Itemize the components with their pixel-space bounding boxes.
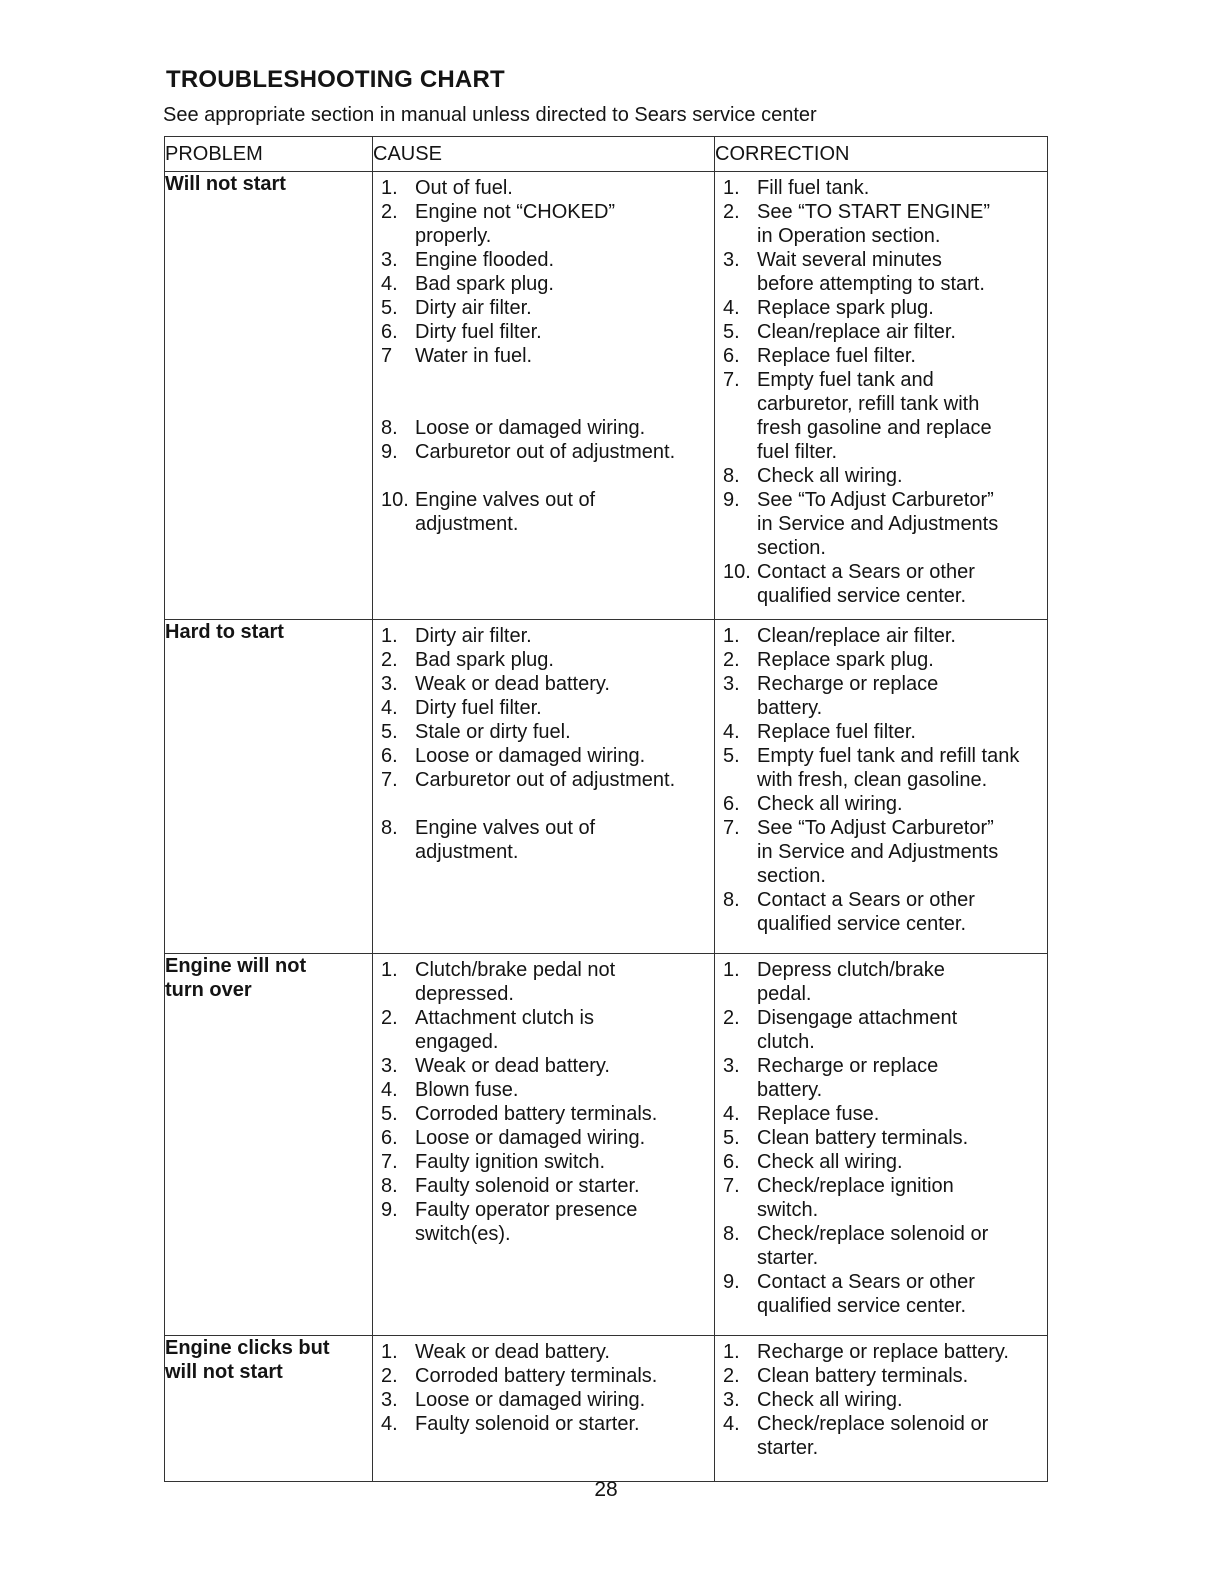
item-number: 6. [723,1151,740,1173]
item-text: Loose or damaged wiring. [415,1127,646,1149]
list-item [373,176,714,200]
item-text: Contact a Sears or other qualified service center. [757,1271,975,1317]
list-item [715,248,1047,296]
list-item [715,1270,1047,1318]
table-row [165,954,1048,1336]
list-item [373,344,714,416]
item-number: 5. [723,321,740,343]
item-text: Depress clutch/brake pedal. [757,959,945,1005]
item-text: Contact a Sears or other qualified service center. [757,561,975,607]
item-number: 3. [381,249,398,271]
item-text: Loose or damaged wiring. [415,745,646,767]
list-item [715,1340,1047,1364]
item-number: 2. [723,201,740,223]
item-text: Out of fuel. [415,177,513,199]
list-item [373,720,714,744]
item-text: Engine flooded. [415,249,555,271]
list-item [373,320,714,344]
item-text: Disengage attachment clutch. [757,1007,958,1053]
list-item [373,1054,714,1078]
item-text: Weak or dead battery. [415,1055,610,1077]
list-item [373,1388,714,1412]
item-number: 3. [381,673,398,695]
item-text: Dirty air filter. [415,625,532,647]
item-number: 6. [723,345,740,367]
list-item [373,1174,714,1198]
problem-label: Hard to start [165,621,284,643]
item-text: Corroded battery terminals. [415,1103,658,1125]
item-number: 9. [723,489,740,511]
item-number: 7. [723,1175,740,1197]
item-text: Weak or dead battery. [415,1341,610,1363]
item-number: 4. [723,721,740,743]
cause-list [373,954,714,1252]
problem-cell [165,620,373,954]
cause-cell [373,1336,715,1482]
item-number: 9. [723,1271,740,1293]
item-text: See “To Adjust Carburetor” in Service and Adjustments section. [757,489,999,559]
item-text: Faulty solenoid or starter. [415,1175,640,1197]
list-item [373,624,714,648]
page-title: TROUBLESHOOTING CHART [166,66,505,93]
list-item [715,958,1047,1006]
item-text: Carburetor out of adjustment. [415,769,676,791]
item-number: 8. [381,817,398,839]
item-text: Faulty ignition switch. [415,1151,606,1173]
item-text: See “TO START ENGINE” in Operation section. [757,201,991,247]
item-text: Check all wiring. [757,793,903,815]
list-item [715,1174,1047,1222]
item-text: Engine valves out of adjustment. [415,489,596,535]
item-number: 6. [381,745,398,767]
list-item [373,768,714,816]
item-number: 1. [723,959,740,981]
item-number: 5. [381,721,398,743]
list-item [715,200,1047,248]
list-item [373,296,714,320]
item-text: Bad spark plug. [415,273,554,295]
list-item [715,560,1047,608]
item-number: 5. [381,297,398,319]
item-number: 8. [723,889,740,911]
item-number: 1. [381,625,398,647]
list-item [715,1006,1047,1054]
item-text: Blown fuse. [415,1079,519,1101]
list-item [715,624,1047,648]
list-item [373,1412,714,1436]
item-text: Bad spark plug. [415,649,554,671]
correction-cell [715,620,1048,954]
item-number: 8. [381,417,398,439]
item-text: Loose or damaged wiring. [415,417,646,439]
item-text: Dirty fuel filter. [415,321,542,343]
header-cause: CAUSE [373,137,715,172]
item-text: Replace spark plug. [757,649,934,671]
list-item [715,488,1047,560]
list-item [373,1126,714,1150]
page-number: 28 [594,1478,618,1501]
item-text: Check all wiring. [757,1389,903,1411]
item-number: 4. [723,1413,740,1435]
item-number: 7. [723,817,740,839]
item-number: 3. [723,673,740,695]
list-item [373,1150,714,1174]
item-number: 4. [381,273,398,295]
item-number: 3. [723,1055,740,1077]
item-number: 7. [381,769,398,791]
list-item [715,744,1047,792]
item-text: Dirty air filter. [415,297,532,319]
item-text: Loose or damaged wiring. [415,1389,646,1411]
problem-cell [165,954,373,1336]
cause-list [373,172,714,542]
item-number: 9. [381,1199,398,1221]
item-number: 8. [723,1223,740,1245]
list-item [715,816,1047,888]
list-item [373,248,714,272]
correction-list [715,954,1047,1324]
item-text: Empty fuel tank and refill tank with fresh, clean gasoline. [757,745,1020,791]
item-text: Replace spark plug. [757,297,934,319]
item-text: Replace fuse. [757,1103,880,1125]
item-number: 7 [381,345,393,367]
item-text: Water in fuel. [415,345,533,367]
correction-cell [715,1336,1048,1482]
item-number: 3. [723,1389,740,1411]
troubleshooting-table [164,136,1048,1482]
header-correction: CORRECTION [715,137,1048,172]
problem-cell [165,1336,373,1482]
header-problem: PROBLEM [165,137,373,172]
item-number: 2. [381,1007,398,1029]
problem-label: Engine clicks but will not start [165,1337,330,1383]
cause-cell [373,620,715,954]
item-number: 6. [381,321,398,343]
list-item [715,464,1047,488]
list-item [373,1364,714,1388]
list-item [373,672,714,696]
item-text: Check/replace solenoid or starter. [757,1413,989,1459]
item-number: 1. [723,625,740,647]
list-item [373,696,714,720]
item-text: See “To Adjust Carburetor” in Service and Adjustments section. [757,817,999,887]
list-item [715,296,1047,320]
list-item [715,1222,1047,1270]
item-text: Clean/replace air filter. [757,321,956,343]
list-item [373,440,714,488]
list-item [715,1388,1047,1412]
item-number: 8. [381,1175,398,1197]
page-subtitle: See appropriate section in manual unless directed to Sears service center [163,104,817,126]
item-text: Recharge or replace battery. [757,1055,939,1101]
item-text: Clean battery terminals. [757,1127,969,1149]
item-text: Check all wiring. [757,465,903,487]
item-number: 3. [723,249,740,271]
list-item [715,320,1047,344]
list-item [373,200,714,248]
item-number: 4. [381,1079,398,1101]
item-number: 5. [381,1103,398,1125]
item-text: Clutch/brake pedal not depressed. [415,959,616,1005]
item-text: Clean/replace air filter. [757,625,956,647]
item-text: Contact a Sears or other qualified service center. [757,889,975,935]
item-text: Wait several minutes before attempting to start. [757,249,985,295]
table-body [165,172,1048,1482]
list-item [715,1054,1047,1102]
item-number: 7. [381,1151,398,1173]
item-text: Weak or dead battery. [415,673,610,695]
item-number: 4. [723,1103,740,1125]
item-number: 10. [381,489,409,511]
item-number: 9. [381,441,398,463]
list-item [715,1150,1047,1174]
item-number: 2. [381,649,398,671]
item-number: 6. [723,793,740,815]
table-row [165,1336,1048,1482]
item-text: Engine valves out of adjustment. [415,817,596,863]
list-item [373,272,714,296]
item-number: 5. [723,745,740,767]
list-item [373,1102,714,1126]
item-number: 2. [723,1365,740,1387]
item-number: 5. [723,1127,740,1149]
item-text: Check/replace ignition switch. [757,1175,954,1221]
table-row [165,172,1048,620]
item-number: 3. [381,1389,398,1411]
item-number: 2. [723,649,740,671]
list-item [373,488,714,536]
list-item [715,1364,1047,1388]
list-item [715,368,1047,464]
item-number: 1. [381,1341,398,1363]
list-item [373,1078,714,1102]
list-item [373,958,714,1006]
cause-cell [373,172,715,620]
item-text: Empty fuel tank and carburetor, refill tank with fresh gasoline and replace fuel filter. [757,369,992,463]
table-row [165,620,1048,954]
list-item [373,1198,714,1246]
item-number: 2. [381,1365,398,1387]
list-item [373,816,714,864]
correction-list [715,1336,1047,1466]
cause-list [373,1336,714,1442]
list-item [373,1006,714,1054]
correction-cell [715,954,1048,1336]
item-text: Replace fuel filter. [757,721,916,743]
item-number: 4. [381,1413,398,1435]
list-item [715,792,1047,816]
table-header-row [165,137,1048,172]
list-item [715,888,1047,936]
item-text: Engine not “CHOKED” properly. [415,201,616,247]
problem-label: Will not start [165,173,286,195]
list-item [715,1412,1047,1460]
cause-cell [373,954,715,1336]
list-item [373,416,714,440]
item-text: Attachment clutch is engaged. [415,1007,594,1053]
item-text: Check all wiring. [757,1151,903,1173]
list-item [715,648,1047,672]
item-number: 7. [723,369,740,391]
list-item [373,744,714,768]
item-text: Fill fuel tank. [757,177,870,199]
list-item [715,344,1047,368]
list-item [373,648,714,672]
list-item [715,672,1047,720]
item-number: 3. [381,1055,398,1077]
item-text: Replace fuel filter. [757,345,916,367]
item-text: Recharge or replace battery. [757,1341,1009,1363]
item-text: Stale or dirty fuel. [415,721,571,743]
item-number: 1. [381,959,398,981]
problem-cell [165,172,373,620]
list-item [715,1102,1047,1126]
item-text: Faulty solenoid or starter. [415,1413,640,1435]
item-text: Dirty fuel filter. [415,697,542,719]
list-item [715,1126,1047,1150]
correction-list [715,172,1047,614]
item-number: 2. [723,1007,740,1029]
list-item [715,176,1047,200]
correction-list [715,620,1047,942]
item-number: 6. [381,1127,398,1149]
list-item [715,720,1047,744]
item-number: 1. [723,1341,740,1363]
item-text: Clean battery terminals. [757,1365,969,1387]
item-text: Check/replace solenoid or starter. [757,1223,989,1269]
list-item [373,1340,714,1364]
problem-label: Engine will not turn over [165,955,307,1001]
item-text: Corroded battery terminals. [415,1365,658,1387]
item-number: 4. [381,697,398,719]
item-number: 4. [723,297,740,319]
item-number: 8. [723,465,740,487]
item-number: 2. [381,201,398,223]
cause-list [373,620,714,870]
item-number: 1. [381,177,398,199]
item-number: 1. [723,177,740,199]
item-text: Faulty operator presence switch(es). [415,1199,638,1245]
correction-cell [715,172,1048,620]
item-text: Recharge or replace battery. [757,673,939,719]
item-text: Carburetor out of adjustment. [415,441,676,463]
item-number: 10. [723,561,751,583]
